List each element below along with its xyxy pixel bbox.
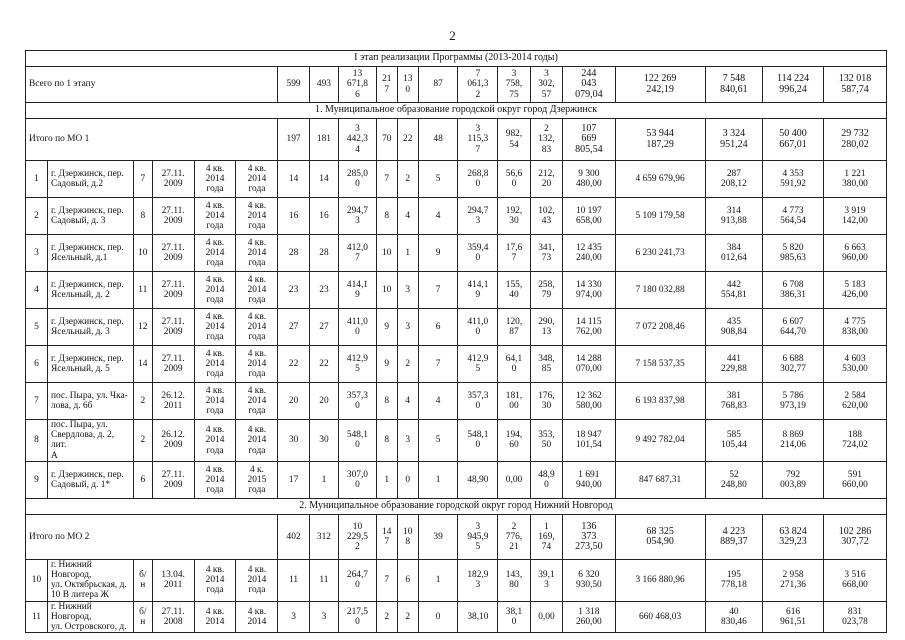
row-c18: 52 248,80 — [705, 461, 763, 498]
row-date: 27.11. 2009 — [152, 272, 194, 309]
row-c11: 3 — [397, 420, 418, 462]
total-stage-row — [26, 67, 887, 103]
row-c17: 847 687,31 — [615, 461, 705, 498]
mo2-banner — [26, 498, 887, 514]
row-c7: 23 — [278, 272, 309, 309]
summary-c15: 3 302, 57 — [530, 67, 562, 103]
row-c7: 22 — [278, 346, 309, 383]
row-c14: 194, 60 — [498, 420, 530, 462]
row-c8: 11 — [309, 559, 338, 601]
summary-c20: 29 732 280,02 — [823, 119, 886, 161]
summary-c16: 244 043 079,04 — [563, 67, 615, 103]
row-address: г. Дзержинск, пер. Ясельный, д. 3 — [47, 309, 133, 346]
summary-c12: 48 — [418, 119, 458, 161]
row-c19: 5 820 985,63 — [763, 235, 824, 272]
table-row — [26, 420, 887, 462]
row-number: 8 — [26, 420, 48, 462]
summary-c8: 181 — [309, 119, 338, 161]
row-c11: 0 — [397, 461, 418, 498]
row-c9: 412,9 5 — [339, 346, 377, 383]
summary-c17: 68 325 054,90 — [615, 514, 705, 559]
row-address: г. Дзержинск, пер. Ясельный, д.1 — [47, 235, 133, 272]
row-c17: 3 166 880,96 — [615, 559, 705, 601]
summary-c7: 599 — [278, 67, 309, 103]
row-plan-date: 4 кв. 2014 года — [194, 309, 236, 346]
row-c17: 7 180 032,88 — [615, 272, 705, 309]
row-c18: 314 913,88 — [705, 198, 763, 235]
row-c14: 38,1 0 — [498, 601, 530, 633]
summary-c18: 3 324 951,24 — [705, 119, 763, 161]
row-c10: 7 — [376, 559, 397, 601]
row-c13: 411,0 0 — [458, 309, 498, 346]
row-c17: 5 109 179,58 — [615, 198, 705, 235]
row-address: пос. Пыра, ул. Чка- лова, д. 6б — [47, 383, 133, 420]
row-c20: 188 724,02 — [823, 420, 886, 462]
row-doc-number: 14 — [133, 346, 152, 383]
row-c20: 3 516 668,00 — [823, 559, 886, 601]
row-c7: 11 — [278, 559, 309, 601]
row-c12: 5 — [418, 161, 458, 198]
row-c11: 3 — [397, 272, 418, 309]
row-c16: 14 288 070,00 — [563, 346, 615, 383]
row-c9: 357,3 0 — [339, 383, 377, 420]
row-c7: 20 — [278, 383, 309, 420]
row-c7: 17 — [278, 461, 309, 498]
row-address: г. Дзержинск, пер. Ясельный, д. 5 — [47, 346, 133, 383]
row-c15: 39,1 3 — [530, 559, 562, 601]
row-plan-date: 4 кв. 2014 года — [194, 272, 236, 309]
table-row — [26, 272, 887, 309]
row-c9: 217,5 0 — [339, 601, 377, 633]
row-c10: 8 — [376, 198, 397, 235]
summary-c11: 13 0 — [397, 67, 418, 103]
row-plan-date: 4 кв. 2014 — [194, 601, 236, 633]
row-c18: 441 229,88 — [705, 346, 763, 383]
row-number: 7 — [26, 383, 48, 420]
row-number: 5 — [26, 309, 48, 346]
row-plan-date: 4 кв. 2014 года — [194, 383, 236, 420]
row-plan-date: 4 кв. 2014 года — [194, 198, 236, 235]
table-row — [26, 346, 887, 383]
row-c9: 264,7 0 — [339, 559, 377, 601]
row-c20: 6 663 960,00 — [823, 235, 886, 272]
row-c17: 6 230 241,73 — [615, 235, 705, 272]
row-c10: 10 — [376, 272, 397, 309]
row-c11: 3 — [397, 309, 418, 346]
row-c7: 30 — [278, 420, 309, 462]
summary-c9: 3 442,3 4 — [339, 119, 377, 161]
table-row — [26, 461, 887, 498]
summary-c16: 136 373 273,50 — [563, 514, 615, 559]
row-c14: 0,00 — [498, 461, 530, 498]
row-c15: 176, 30 — [530, 383, 562, 420]
row-c16: 12 362 580,00 — [563, 383, 615, 420]
row-c13: 414,1 9 — [458, 272, 498, 309]
row-c17: 9 492 782,04 — [615, 420, 705, 462]
row-c7: 14 — [278, 161, 309, 198]
summary-label: Итого по МО 1 — [26, 119, 278, 161]
row-c13: 357,3 0 — [458, 383, 498, 420]
summary-c10: 70 — [376, 119, 397, 161]
row-doc-number: 10 — [133, 235, 152, 272]
row-c15: 102, 43 — [530, 198, 562, 235]
summary-label: Итого по МО 2 — [26, 514, 278, 559]
row-c9: 412,0 7 — [339, 235, 377, 272]
row-c16: 6 320 930,50 — [563, 559, 615, 601]
row-c13: 268,8 0 — [458, 161, 498, 198]
row-c9: 285,0 0 — [339, 161, 377, 198]
row-c8: 3 — [309, 601, 338, 633]
row-number: 3 — [26, 235, 48, 272]
row-plan-date: 4 кв. 2014 года — [194, 346, 236, 383]
summary-c17: 122 269 242,19 — [615, 67, 705, 103]
summary-c10: 14 7 — [376, 514, 397, 559]
row-plan-date: 4 кв. 2014 года — [194, 420, 236, 462]
row-c8: 22 — [309, 346, 338, 383]
summary-c8: 493 — [309, 67, 338, 103]
table-row — [26, 559, 887, 601]
summary-c16: 107 669 805,54 — [563, 119, 615, 161]
page-number: 2 — [449, 28, 456, 43]
mo1-banner-text: 1. Муниципальное образование городской округ город Дзержинск — [26, 103, 887, 119]
row-address: г. Дзержинск, пер. Садовый, д. 3 — [47, 198, 133, 235]
row-c11: 6 — [397, 559, 418, 601]
row-c9: 414,1 9 — [339, 272, 377, 309]
row-c19: 616 961,51 — [763, 601, 824, 633]
row-c13: 294,7 3 — [458, 198, 498, 235]
row-c20: 4 775 838,00 — [823, 309, 886, 346]
row-c16: 18 947 101,54 — [563, 420, 615, 462]
row-c7: 28 — [278, 235, 309, 272]
row-plan-date: 4 кв. 2014 года — [194, 161, 236, 198]
row-c15: 290, 13 — [530, 309, 562, 346]
row-c16: 9 300 480,00 — [563, 161, 615, 198]
summary-c14: 2 776, 21 — [498, 514, 530, 559]
row-c10: 2 — [376, 601, 397, 633]
row-c16: 12 435 240,00 — [563, 235, 615, 272]
summary-c13: 7 061,3 2 — [458, 67, 498, 103]
row-date: 27.11. 2008 — [152, 601, 194, 633]
row-c12: 1 — [418, 461, 458, 498]
row-c19: 4 353 591,92 — [763, 161, 824, 198]
row-c9: 411,0 0 — [339, 309, 377, 346]
row-number: 6 — [26, 346, 48, 383]
summary-c13: 3 945,9 5 — [458, 514, 498, 559]
stage-header-text: I этап реализации Программы (2013-2014 годы) — [26, 51, 887, 67]
row-c11: 4 — [397, 198, 418, 235]
row-c20: 831 023,78 — [823, 601, 886, 633]
row-c18: 195 778,18 — [705, 559, 763, 601]
row-c7: 16 — [278, 198, 309, 235]
row-c8: 14 — [309, 161, 338, 198]
row-number: 11 — [26, 601, 48, 633]
summary-c14: 982, 54 — [498, 119, 530, 161]
row-c8: 30 — [309, 420, 338, 462]
row-c18: 435 908,84 — [705, 309, 763, 346]
row-c20: 2 584 620,00 — [823, 383, 886, 420]
row-plan-date: 4 кв. 2014 года — [194, 559, 236, 601]
row-c8: 16 — [309, 198, 338, 235]
row-c10: 8 — [376, 420, 397, 462]
row-c20: 5 183 426,00 — [823, 272, 886, 309]
row-c19: 6 688 302,77 — [763, 346, 824, 383]
row-date: 27.11. 2009 — [152, 235, 194, 272]
row-c14: 143, 80 — [498, 559, 530, 601]
summary-c14: 3 758, 75 — [498, 67, 530, 103]
row-c16: 14 115 762,00 — [563, 309, 615, 346]
summary-c20: 132 018 587,74 — [823, 67, 886, 103]
row-c15: 353, 50 — [530, 420, 562, 462]
row-doc-number: 8 — [133, 198, 152, 235]
row-address: г. Дзержинск, пер. Садовый, д. 1* — [47, 461, 133, 498]
summary-c15: 1 169, 74 — [530, 514, 562, 559]
row-c14: 181, 00 — [498, 383, 530, 420]
row-c8: 27 — [309, 309, 338, 346]
row-doc-number: 12 — [133, 309, 152, 346]
row-c12: 5 — [418, 420, 458, 462]
row-c18: 287 208,12 — [705, 161, 763, 198]
row-date: 26.12. 2009 — [152, 420, 194, 462]
row-address: г. Дзержинск, пер. Ясельный, д. 2 — [47, 272, 133, 309]
row-c9: 294,7 3 — [339, 198, 377, 235]
row-number: 10 — [26, 559, 48, 601]
row-demolition-date: 4 кв. 2014 года — [236, 383, 278, 420]
row-demolition-date: 4 кв. 2014 года — [236, 161, 278, 198]
row-c8: 1 — [309, 461, 338, 498]
row-c8: 23 — [309, 272, 338, 309]
row-c15: 48,9 0 — [530, 461, 562, 498]
summary-c19: 114 224 996,24 — [763, 67, 824, 103]
table-row — [26, 383, 887, 420]
summary-c11: 10 8 — [397, 514, 418, 559]
summary-label: Всего по 1 этапу — [26, 67, 278, 103]
row-c12: 1 — [418, 559, 458, 601]
row-c11: 2 — [397, 161, 418, 198]
row-doc-number: б/ н — [133, 601, 152, 633]
row-date: 27.11. 2009 — [152, 198, 194, 235]
row-c19: 5 786 973,19 — [763, 383, 824, 420]
mo2-total-row — [26, 514, 887, 559]
row-c19: 2 958 271,36 — [763, 559, 824, 601]
row-demolition-date: 4 к. 2015 года — [236, 461, 278, 498]
row-demolition-date: 4 кв. 2014 — [236, 601, 278, 633]
row-c12: 7 — [418, 346, 458, 383]
row-c13: 48,90 — [458, 461, 498, 498]
row-c15: 258, 79 — [530, 272, 562, 309]
row-address: г. Дзержинск, пер. Садовый, д.2 — [47, 161, 133, 198]
row-demolition-date: 4 кв. 2014 года — [236, 309, 278, 346]
row-address: г. Нижний Новгород, ул. Октябрьская, д. 10 В литера Ж — [47, 559, 133, 601]
row-number: 4 — [26, 272, 48, 309]
row-c10: 9 — [376, 346, 397, 383]
row-doc-number: 2 — [133, 420, 152, 462]
table-body — [26, 51, 887, 633]
row-c20: 1 221 380,00 — [823, 161, 886, 198]
row-date: 27.11. 2009 — [152, 309, 194, 346]
row-number: 2 — [26, 198, 48, 235]
summary-c15: 2 132, 83 — [530, 119, 562, 161]
row-c11: 1 — [397, 235, 418, 272]
row-doc-number: 7 — [133, 161, 152, 198]
row-c14: 56,6 0 — [498, 161, 530, 198]
row-number: 1 — [26, 161, 48, 198]
summary-c19: 63 824 329,23 — [763, 514, 824, 559]
row-c18: 442 554,81 — [705, 272, 763, 309]
row-c19: 792 003,89 — [763, 461, 824, 498]
row-demolition-date: 4 кв. 2014 года — [236, 420, 278, 462]
stage-header — [26, 51, 887, 67]
row-c16: 1 691 940,00 — [563, 461, 615, 498]
row-c19: 8 869 214,06 — [763, 420, 824, 462]
row-c14: 120, 87 — [498, 309, 530, 346]
row-c17: 7 072 208,46 — [615, 309, 705, 346]
row-address: г. Нижний Новгород, ул. Островского, д. — [47, 601, 133, 633]
row-c9: 548,1 0 — [339, 420, 377, 462]
summary-c11: 22 — [397, 119, 418, 161]
row-c18: 40 830,46 — [705, 601, 763, 633]
row-doc-number: 6 — [133, 461, 152, 498]
row-c13: 38,10 — [458, 601, 498, 633]
row-c13: 548,1 0 — [458, 420, 498, 462]
row-c16: 14 330 974,00 — [563, 272, 615, 309]
row-c12: 7 — [418, 272, 458, 309]
row-number: 9 — [26, 461, 48, 498]
row-c19: 4 773 564,54 — [763, 198, 824, 235]
row-c17: 660 468,03 — [615, 601, 705, 633]
row-c12: 6 — [418, 309, 458, 346]
summary-c13: 3 115,3 7 — [458, 119, 498, 161]
row-c12: 4 — [418, 198, 458, 235]
row-c12: 4 — [418, 383, 458, 420]
row-plan-date: 4 кв. 2014 года — [194, 235, 236, 272]
row-c7: 27 — [278, 309, 309, 346]
row-c14: 17,6 7 — [498, 235, 530, 272]
row-date: 13.04. 2011 — [152, 559, 194, 601]
summary-c7: 197 — [278, 119, 309, 161]
row-c7: 3 — [278, 601, 309, 633]
row-c15: 212, 20 — [530, 161, 562, 198]
row-demolition-date: 4 кв. 2014 года — [236, 272, 278, 309]
row-c18: 585 105,44 — [705, 420, 763, 462]
row-demolition-date: 4 кв. 2014 года — [236, 346, 278, 383]
row-c19: 6 708 386,31 — [763, 272, 824, 309]
table-row — [26, 198, 887, 235]
row-date: 27.11. 2009 — [152, 346, 194, 383]
row-c16: 10 197 658,00 — [563, 198, 615, 235]
row-c17: 6 193 837,98 — [615, 383, 705, 420]
row-c10: 9 — [376, 309, 397, 346]
row-c10: 8 — [376, 383, 397, 420]
summary-c9: 13 671,8 6 — [339, 67, 377, 103]
row-address: пос. Пыра, ул. Свердлова, д. 2, лит. А — [47, 420, 133, 462]
summary-c18: 4 223 889,37 — [705, 514, 763, 559]
row-c13: 359,4 0 — [458, 235, 498, 272]
row-date: 26.12. 2011 — [152, 383, 194, 420]
summary-c20: 102 286 307,72 — [823, 514, 886, 559]
mo1-total-row — [26, 119, 887, 161]
row-plan-date: 4 кв. 2014 года — [194, 461, 236, 498]
table-row — [26, 601, 887, 633]
table-row — [26, 235, 887, 272]
row-c16: 1 318 260,00 — [563, 601, 615, 633]
summary-c12: 87 — [418, 67, 458, 103]
summary-c18: 7 548 840,61 — [705, 67, 763, 103]
row-c10: 1 — [376, 461, 397, 498]
row-c9: 307,0 0 — [339, 461, 377, 498]
row-c12: 9 — [418, 235, 458, 272]
row-demolition-date: 4 кв. 2014 года — [236, 198, 278, 235]
row-c18: 381 768,83 — [705, 383, 763, 420]
row-c20: 591 660,00 — [823, 461, 886, 498]
row-demolition-date: 4 кв. 2014 года — [236, 559, 278, 601]
summary-c12: 39 — [418, 514, 458, 559]
row-doc-number: 2 — [133, 383, 152, 420]
mo2-banner-text: 2. Муниципальное образование городской округ город Нижний Новгород — [26, 498, 887, 514]
summary-c8: 312 — [309, 514, 338, 559]
row-demolition-date: 4 кв. 2014 года — [236, 235, 278, 272]
row-date: 27.11. 2009 — [152, 461, 194, 498]
row-c19: 6 607 644,70 — [763, 309, 824, 346]
row-c12: 0 — [418, 601, 458, 633]
row-doc-number: б/ н — [133, 559, 152, 601]
summary-c7: 402 — [278, 514, 309, 559]
row-c8: 20 — [309, 383, 338, 420]
summary-c10: 21 7 — [376, 67, 397, 103]
row-c20: 3 919 142,00 — [823, 198, 886, 235]
row-c17: 7 158 537,35 — [615, 346, 705, 383]
row-c13: 412,9 5 — [458, 346, 498, 383]
program-table — [25, 50, 887, 633]
row-c14: 155, 40 — [498, 272, 530, 309]
table-row — [26, 309, 887, 346]
row-c13: 182,9 3 — [458, 559, 498, 601]
row-c8: 28 — [309, 235, 338, 272]
summary-c19: 50 400 667,01 — [763, 119, 824, 161]
row-c15: 348, 85 — [530, 346, 562, 383]
row-date: 27.11. 2009 — [152, 161, 194, 198]
row-c17: 4 659 679,96 — [615, 161, 705, 198]
row-c10: 7 — [376, 161, 397, 198]
row-c11: 2 — [397, 601, 418, 633]
row-c20: 4 603 530,00 — [823, 346, 886, 383]
row-doc-number: 11 — [133, 272, 152, 309]
row-c10: 10 — [376, 235, 397, 272]
summary-c17: 53 944 187,29 — [615, 119, 705, 161]
row-c14: 64,1 0 — [498, 346, 530, 383]
row-c18: 384 012,64 — [705, 235, 763, 272]
row-c15: 341, 73 — [530, 235, 562, 272]
row-c15: 0,00 — [530, 601, 562, 633]
row-c14: 192, 30 — [498, 198, 530, 235]
summary-c9: 10 229,5 2 — [339, 514, 377, 559]
table-row — [26, 161, 887, 198]
mo1-banner — [26, 103, 887, 119]
row-c11: 4 — [397, 383, 418, 420]
row-c11: 2 — [397, 346, 418, 383]
